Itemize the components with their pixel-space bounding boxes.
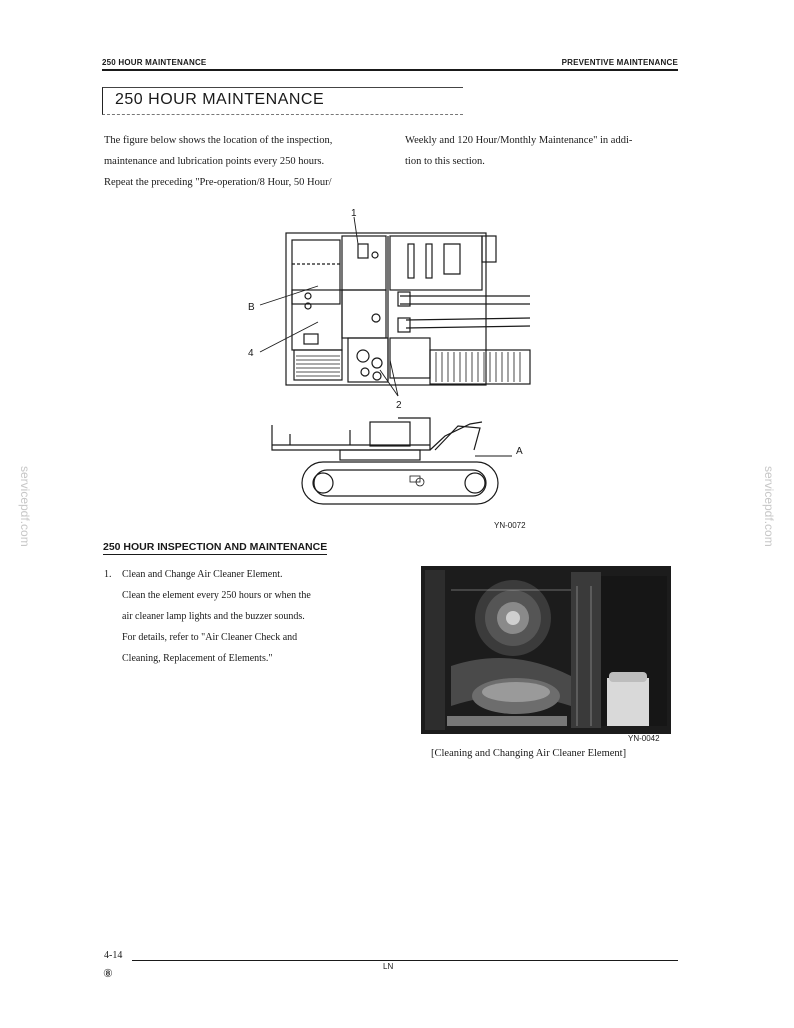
intro-line: maintenance and lubrication points every 250 hours. [104,156,325,167]
item-line: For details, refer to "Air Cleaner Check and [122,632,298,643]
callout-B: B [248,302,255,313]
footer-rule [132,960,678,961]
revision-mark: ⑧ [103,968,113,980]
item-title: Clean and Change Air Cleaner Element. [122,569,283,580]
item-line: air cleaner lamp lights and the buzzer sounds. [122,611,305,622]
callout-4: 4 [248,348,254,359]
running-header-right: PREVENTIVE MAINTENANCE [561,58,678,67]
footer-code: LN [383,962,394,971]
intro-column-2 [405,130,685,172]
page-title: 250 HOUR MAINTENANCE [115,91,325,108]
title-box [102,87,463,115]
figure-code: YN-0072 [494,521,526,530]
photo-code: YN-0042 [628,734,660,743]
intro-line: tion to this section. [405,156,485,167]
section-heading: 250 HOUR INSPECTION AND MAINTENANCE [103,541,328,553]
header-rule [102,69,678,71]
page-number: 4-14 [104,950,123,961]
air-cleaner-photo [421,566,671,734]
item-number: 1. [104,569,112,580]
watermark-right: servicepdf.com [762,466,776,547]
intro-line: Weekly and 120 Hour/Monthly Maintenance" in addi- [405,135,633,146]
running-header-left: 250 HOUR MAINTENANCE [102,58,207,67]
watermark-left: servicepdf.com [18,466,32,547]
callout-2: 2 [396,400,402,411]
callout-A: A [516,446,523,457]
item-line: Cleaning, Replacement of Elements." [122,653,273,664]
maintenance-item-1 [104,564,404,669]
intro-line: Repeat the preceding "Pre-operation/8 Hour, 50 Hour/ [104,177,332,188]
intro-line: The figure below shows the location of the inspection, [104,135,333,146]
machine-location-diagram [230,200,540,520]
intro-column-1 [104,130,384,193]
photo-caption: [Cleaning and Changing Air Cleaner Element] [431,748,627,759]
callout-1: 1 [351,208,357,219]
item-line: Clean the element every 250 hours or when the [122,590,311,601]
